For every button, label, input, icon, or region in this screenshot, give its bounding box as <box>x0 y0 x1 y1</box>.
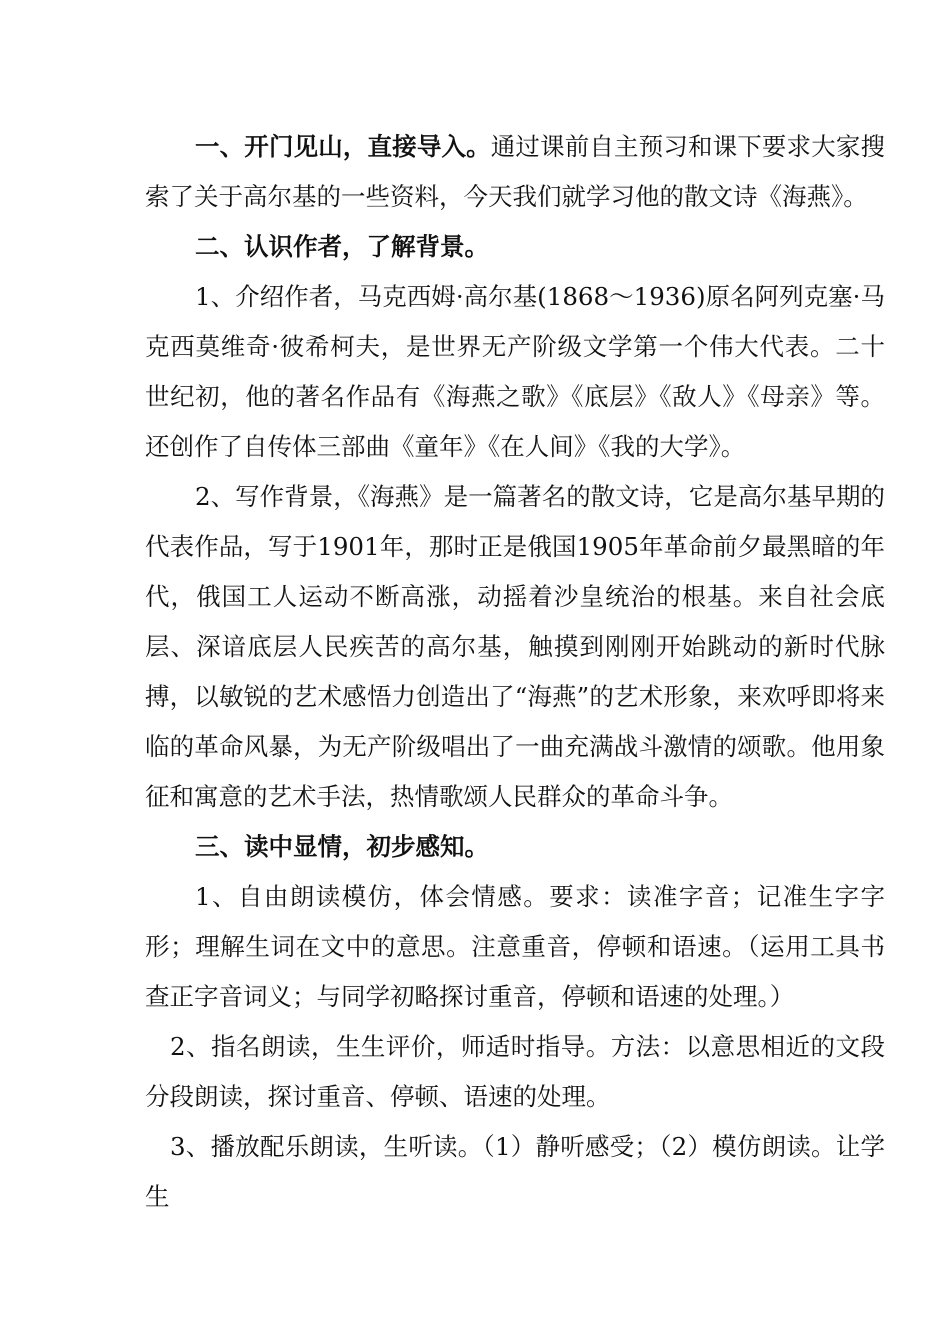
section-heading-intro: 一、开门见山，直接导入。 <box>195 132 491 161</box>
section-intro-text: 通过课前自主预习和课下要求大家搜索了关于高尔基的一些资料，今天我们就学习他的散文诗《海燕》。 <box>145 132 886 211</box>
background-paragraph: 2、写作背景，《海燕》是一篇著名的散文诗，它是高尔基早期的代表作品，写于1901年，那时正是俄国1905年革命前夕最黑暗的年代，俄国工人运动不断高涨，动摇着沙皇统治的根基。来自社会底层、深谙底层人民疾苦的高尔基，触摸到刚刚开始跳动的新时代脉搏，以敏锐的艺术感悟力创造出了“海燕”的艺术形象，来欢呼即将来临的革命风暴，为无产阶级唱出了一曲充满战斗激情的颂歌。他用象征和寓意的艺术手法，热情歌颂人民群众的革命斗争。 <box>145 482 885 811</box>
reading-step-3-paragraph: 3、播放配乐朗读，生听读。（1）静听感受；（2）模仿朗读。让学生 <box>145 1132 885 1211</box>
reading-step-2-paragraph: 2、指名朗读，生生评价，师适时指导。方法：以意思相近的文段分段朗读，探讨重音、停顿、语速的处理。 <box>145 1032 885 1111</box>
section-intro-paragraph <box>145 122 885 222</box>
section-heading-reading-paragraph <box>145 822 885 872</box>
section-heading-author: 二、认识作者，了解背景。 <box>195 232 489 261</box>
section-heading-reading: 三、读中显情，初步感知。 <box>195 832 489 861</box>
document-body <box>145 122 885 1222</box>
reading-step-1-paragraph: 1、自由朗读模仿，体会情感。要求：读准字音；记准生字字形；理解生词在文中的意思。注意重音，停顿和语速。（运用工具书查正字音词义；与同学初略探讨重音，停顿和语速的处理。） <box>145 882 885 1011</box>
section-heading-author-paragraph <box>145 222 885 272</box>
author-intro-paragraph: 1、介绍作者，马克西姆·高尔基(1868～1936)原名阿列克塞·马克西莫维奇·彼希柯夫，是世界无产阶级文学第一个伟大代表。二十世纪初，他的著名作品有《海燕之歌》《底层》《敌人》《母亲》等。还创作了自传体三部曲《童年》《在人间》《我的大学》。 <box>145 282 885 461</box>
